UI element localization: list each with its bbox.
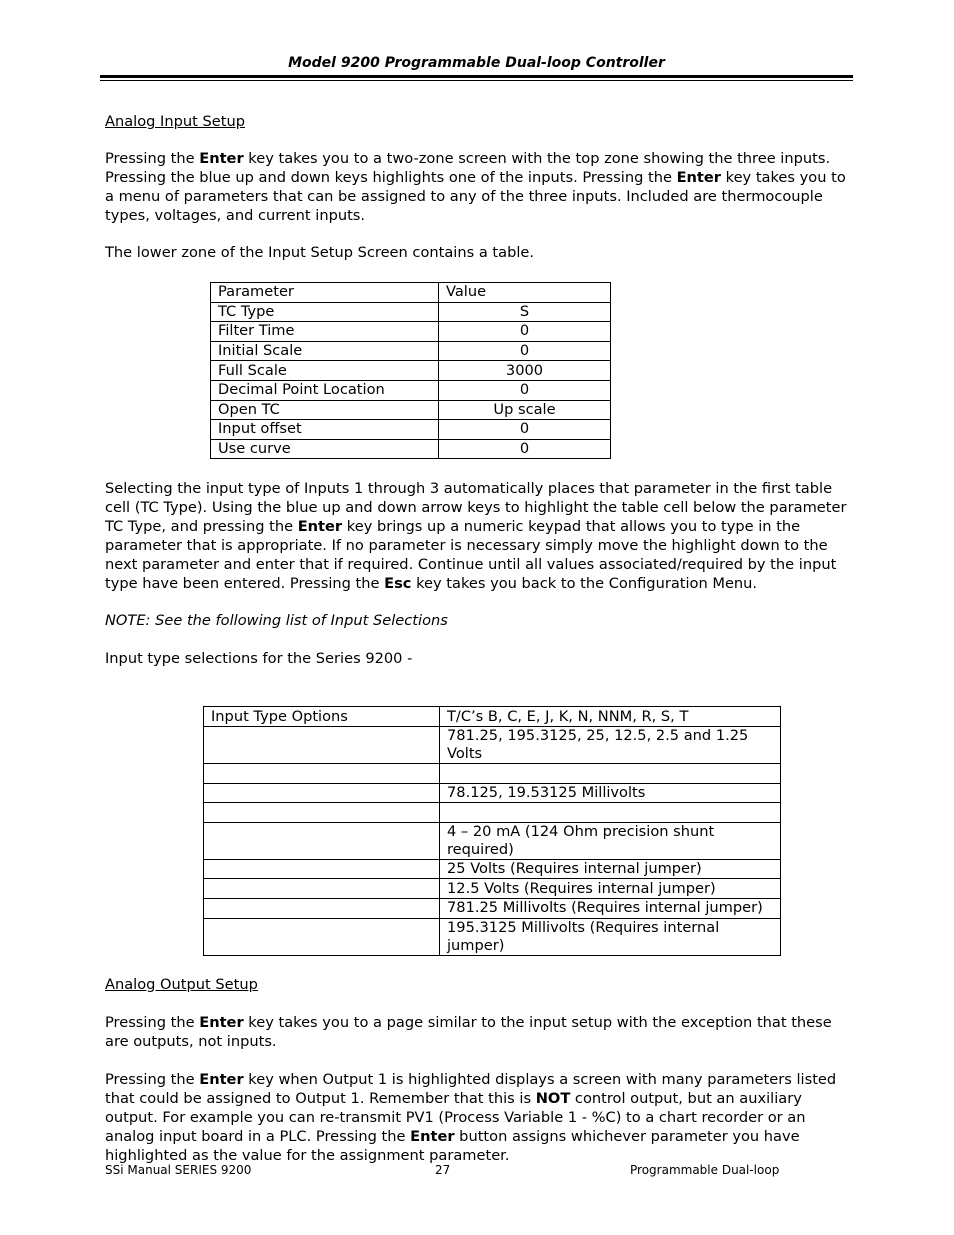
input-type-option-cell: 781.25, 195.3125, 25, 12.5, 2.5 and 1.25 Volts xyxy=(440,726,781,763)
parameter-name-cell: TC Type xyxy=(211,302,439,322)
table-row xyxy=(211,302,611,322)
parameter-value-cell: 0 xyxy=(439,380,611,400)
table-row xyxy=(204,783,781,803)
table-row xyxy=(204,918,781,955)
paragraph-lower-zone: The lower zone of the Input Setup Screen contains a table. xyxy=(105,244,535,261)
input-type-table xyxy=(203,706,781,955)
header-rule-thin xyxy=(100,80,853,81)
parameter-name-cell: Use curve xyxy=(211,439,439,459)
table-header-cell: Parameter xyxy=(211,283,439,303)
parameter-value-cell: 3000 xyxy=(439,361,611,381)
input-type-label-cell xyxy=(204,898,440,918)
parameter-value-cell: S xyxy=(439,302,611,322)
analog-input-heading: Analog Input Setup xyxy=(105,113,245,130)
input-type-label-cell xyxy=(204,822,440,859)
table-row xyxy=(211,439,611,459)
footer-page-number: 27 xyxy=(435,1163,451,1177)
table-row xyxy=(204,803,781,823)
input-type-option-cell: T/C’s B, C, E, J, K, N, NNM, R, S, T xyxy=(440,707,781,727)
input-type-label-cell xyxy=(204,918,440,955)
footer-manual-name: SSi Manual SERIES 9200 xyxy=(105,1163,252,1177)
input-type-option-cell: 78.125, 19.53125 Millivolts xyxy=(440,783,781,803)
paragraph-enter-key: Pressing the Enter key takes you to a two-zone screen with the top zone showing the three inputs. Pressing the blue up and down keys highlights one of the inputs. Pressing the Enter key takes you to a menu of parameters that can be assigned to any of the three inputs. Included are thermocouple types, voltages, and current inputs. xyxy=(105,150,846,224)
table-header-row xyxy=(211,283,611,303)
table-row xyxy=(204,879,781,899)
page-content xyxy=(105,112,850,1165)
input-type-option-cell: 25 Volts (Requires internal jumper) xyxy=(440,859,781,879)
footer-section-name: Programmable Dual-loop xyxy=(630,1163,780,1177)
paragraph-selecting-input: Selecting the input type of Inputs 1 through 3 automatically places that parameter in the first table cell (TC Type). Using the blue up and down arrow keys to highlight the table cell below the parameter TC Type, and pressing the Enter key brings up a numeric keypad that allows you to type in the parameter that is appropriate. If no parameter is necessary simply move the highlight down to the next parameter and enter that if required. Continue until all values associated/required by the input type have been entered. Pressing the Esc key takes you back to the Configuration Menu. xyxy=(105,480,847,593)
parameter-name-cell: Filter Time xyxy=(211,322,439,342)
parameter-name-cell: Open TC xyxy=(211,400,439,420)
parameter-name-cell: Full Scale xyxy=(211,361,439,381)
input-type-label-cell xyxy=(204,783,440,803)
input-type-label-cell xyxy=(204,859,440,879)
table-row xyxy=(211,361,611,381)
table-row xyxy=(204,726,781,763)
table-header-cell: Value xyxy=(439,283,611,303)
input-type-label-cell xyxy=(204,879,440,899)
page-header-title: Model 9200 Programmable Dual-loop Controller xyxy=(288,55,665,71)
parameter-value-cell: 0 xyxy=(439,322,611,342)
table-row xyxy=(211,341,611,361)
input-type-option-cell xyxy=(440,803,781,823)
table-row xyxy=(211,400,611,420)
note-input-selections: NOTE: See the following list of Input Selections xyxy=(105,612,448,630)
paragraph-output-1: Pressing the Enter key when Output 1 is highlighted displays a screen with many parameters listed that could be assigned to Output 1. Remember that this is NOT control output, but an auxiliary output. For example you can re-transmit PV1 (Process Variable 1 - %C) to a chart recorder or an analog input board in a PLC. Pressing the Enter button assigns whichever parameter you have highlighted as the value for the assignment parameter. xyxy=(105,1070,837,1164)
parameter-value-cell: Up scale xyxy=(439,400,611,420)
parameter-name-cell: Input offset xyxy=(211,420,439,440)
table-row xyxy=(204,859,781,879)
input-type-label-cell xyxy=(204,803,440,823)
input-type-label-cell xyxy=(204,726,440,763)
analog-output-heading: Analog Output Setup xyxy=(105,975,258,993)
table-row xyxy=(204,822,781,859)
input-type-option-cell: 781.25 Millivolts (Requires internal jumper) xyxy=(440,898,781,918)
header-rule-thick xyxy=(100,75,853,78)
parameter-name-cell: Decimal Point Location xyxy=(211,380,439,400)
table-row xyxy=(204,707,781,727)
table-row xyxy=(211,380,611,400)
parameter-value-cell: 0 xyxy=(439,420,611,440)
parameter-value-cell: 0 xyxy=(439,341,611,361)
parameter-name-cell: Initial Scale xyxy=(211,341,439,361)
parameter-table xyxy=(210,282,611,459)
parameter-value-cell: 0 xyxy=(439,439,611,459)
table-row xyxy=(211,420,611,440)
table-row xyxy=(204,763,781,783)
input-type-label-cell xyxy=(204,763,440,783)
paragraph-output-setup: Pressing the Enter key takes you to a page similar to the input setup with the exception that these are outputs, not inputs. xyxy=(105,1013,832,1050)
input-type-option-cell: 12.5 Volts (Requires internal jumper) xyxy=(440,879,781,899)
input-type-option-cell xyxy=(440,763,781,783)
paragraph-input-type-selections: Input type selections for the Series 9200 - xyxy=(105,650,413,668)
input-type-option-cell: 4 – 20 mA (124 Ohm precision shunt required) xyxy=(440,822,781,859)
table-row xyxy=(211,322,611,342)
input-type-label-cell: Input Type Options xyxy=(204,707,440,727)
input-type-option-cell: 195.3125 Millivolts (Requires internal jumper) xyxy=(440,918,781,955)
table-row xyxy=(204,898,781,918)
